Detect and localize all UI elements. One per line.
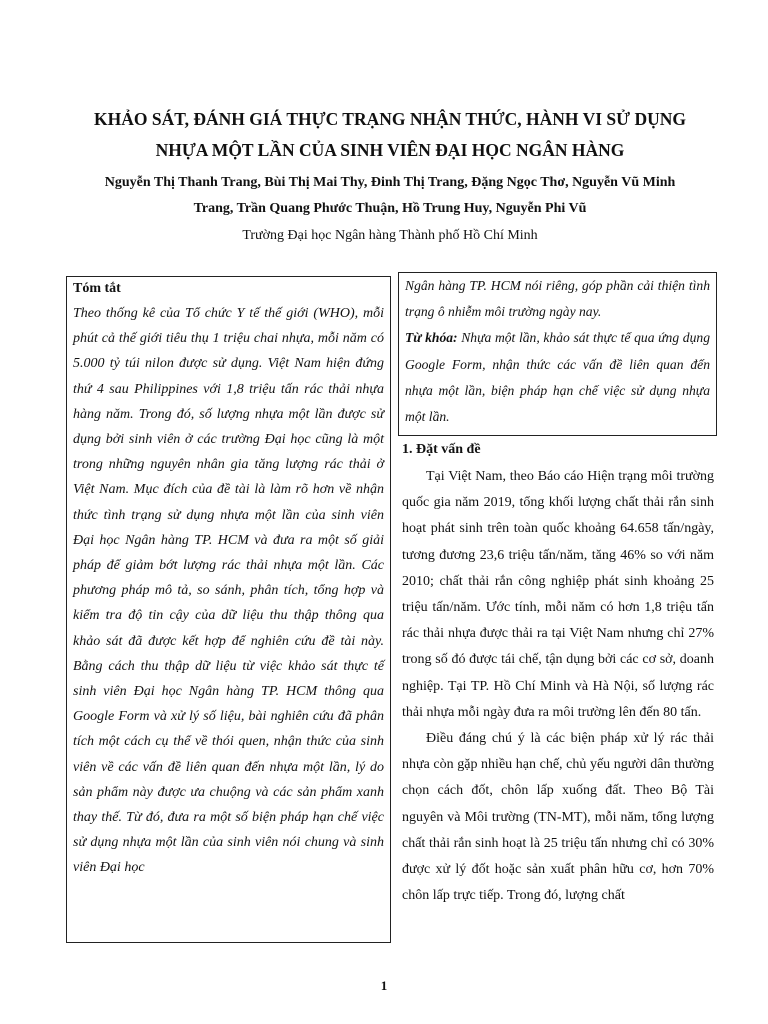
paper-title-line-2: NHỰA MỘT LẦN CỦA SINH VIÊN ĐẠI HỌC NGÂN HÀNG xyxy=(155,140,625,160)
section-paragraph-2: Điều đáng chú ý là các biện pháp xử lý rác thải nhựa còn gặp nhiều hạn chế, chủ yếu người dân thường chọn cách đốt, chôn lấp xuống đất. Theo Bộ Tài nguyên và Môi trường (TN-MT), mỗi năm, tổng lượng chất thải rắn sinh hoạt là 25 triệu tấn nhưng chỉ có 30% được xử lý đốt hoặc sản xuất phân hữu cơ, hơn 70% chôn lấp trực tiếp. Trong đó, lượng chất xyxy=(402,731,714,904)
section-heading: 1. Đặt vấn đề xyxy=(402,442,481,457)
abstract-continuation: Ngân hàng TP. HCM nói riêng, góp phần cải thiện tình trạng ô nhiễm môi trường ngày nay. xyxy=(405,278,710,320)
keywords-paragraph xyxy=(405,325,710,430)
abstract-continuation-box xyxy=(398,272,717,436)
section-body xyxy=(402,464,714,909)
abstract-heading: Tóm tắt xyxy=(73,281,121,296)
abstract-body: Theo thống kê của Tổ chức Y tế thế giới (WHO), mỗi phút cả thế giới tiêu thụ 1 triệu chai nhựa, mỗi năm có 5.000 tỷ túi nilon được sử dụng. Việt Nam hiện đứng thứ 4 sau Philippines với 1,8 triệu tấn rác thải nhựa hàng năm. Trong đó, số lượng nhựa một lần được sử dụng bởi sinh viên ở các trường Đại học cũng là một trong những nguyên nhân gia tăng lượng rác thải ở Việt Nam. Mục đích của đề tài là làm rõ hơn về nhận thức tình trạng sử dụng nhựa một lần của sinh viên Đại học Ngân hàng TP. HCM và đưa ra một số giải pháp để giảm bớt lượng rác thải nhựa một lần. Các phương pháp mô tả, so sánh, phân tích, tổng hợp và kiểm tra độ tin cậy của dữ liệu thu thập thông qua khảo sát đã được kết hợp để nghiên cứu đề tài này. Bằng cách thu thập dữ liệu từ việc khảo sát thực tế sinh viên Đại học Ngân hàng TP. HCM thông qua Google Form và xử lý số liệu, bài nghiên cứu đã phân tích một cách cụ thể về thói quen, nhận thức của sinh viên về các vấn đề liên quan đến nhựa một lần, lý do sản phẩm này được ưa chuộng và các sản phẩm xanh thay thế. Từ đó, đưa ra một số biện pháp hạn chế việc sử dụng nhựa một lần của sinh viên nói chung và sinh viên Đại học xyxy=(73,306,384,876)
abstract-box xyxy=(66,276,391,943)
page-number: 1 xyxy=(380,978,388,993)
keywords-text: Nhựa một lần, khảo sát thực tế qua ứng dụng Google Form, nhận thức các vấn đề liên quan đến nhựa một lần, biện pháp hạn chế việc sử dụng nhựa một lần. xyxy=(405,330,710,425)
keywords-label: Từ khóa: xyxy=(405,330,458,346)
paper-title-line-1: KHẢO SÁT, ĐÁNH GIÁ THỰC TRẠNG NHẬN THỨC, HÀNH VI SỬ DỤNG xyxy=(94,109,686,129)
section-paragraph-1: Tại Việt Nam, theo Báo cáo Hiện trạng môi trường quốc gia năm 2019, tổng khối lượng chất thải rắn sinh hoạt phát sinh trên toàn quốc khoảng 64.658 tấn/ngày, tương đương 23,6 triệu tấn/năm, tăng 46% so với năm 2010; chất thải rắn công nghiệp phát sinh khoảng 25 triệu tấn/năm. Ước tính, mỗi năm có hơn 1,8 triệu tấn rác thải nhựa được thải ra tại Việt Nam nhưng chỉ 27% trong số đó được tái chế, tận dụng bởi các cơ sở, doanh nghiệp. Tại TP. Hồ Chí Minh và Hà Nội, số lượng rác thải nhựa mỗi ngày đưa ra môi trường lên đến 80 tấn. xyxy=(402,469,714,720)
affiliation: Trường Đại học Ngân hàng Thành phố Hồ Chí Minh xyxy=(242,228,538,243)
authors-line-2: Trang, Trần Quang Phước Thuận, Hồ Trung Huy, Nguyễn Phi Vũ xyxy=(193,201,587,216)
authors-line-1: Nguyễn Thị Thanh Trang, Bùi Thị Mai Thy, Đinh Thị Trang, Đặng Ngọc Thơ, Nguyễn Vũ Minh xyxy=(104,175,676,190)
